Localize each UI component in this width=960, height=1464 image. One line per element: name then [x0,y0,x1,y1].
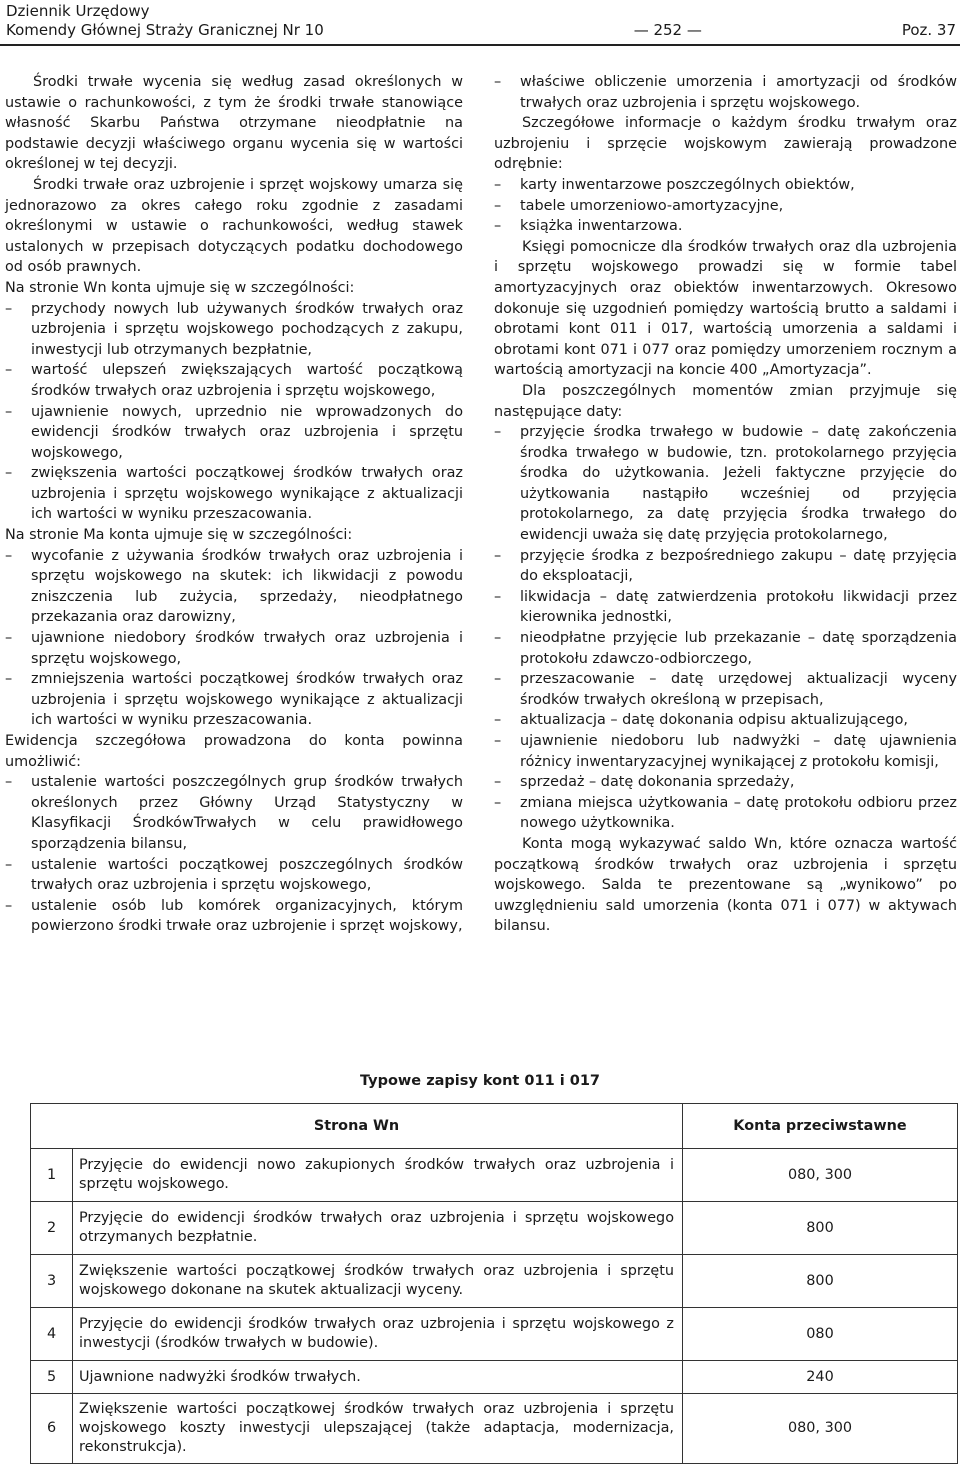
ewidencja-intro: Ewidencja szczegółowa prowadzona do konta powinna umożliwić: [5,733,463,770]
table-row [31,1149,958,1202]
ewidencja-list [5,772,463,937]
column-header-side: Strona Wn [31,1104,683,1149]
list-item: – zmiana miejsca użytkowania – datę protokołu odbioru przez nowego użytkownika. [494,793,957,834]
row-number: 6 [31,1394,73,1464]
row-description: Zwiększenie wartości początkowej środków trwałych oraz uzbrojenia i sprzętu wojskowego koszty inwestycji ulepszającej (także adaptacja, modernizacja, rekonstrukcja). [73,1394,683,1464]
journal-title: Dziennik Urzędowy [6,2,150,20]
ma-list [5,546,463,731]
table-row [31,1308,958,1361]
page-header [6,2,956,40]
table-row [31,1202,958,1255]
list-item: – przyjęcie środka z bezpośredniego zakupu – datę przyjęcia do eksploatacji, [494,546,957,587]
row-accounts: 080, 300 [683,1394,958,1464]
list-item: – przychody nowych lub używanych środków trwałych oraz uzbrojenia i sprzętu wojskowego pochodzących z zakupu, inwestycji lub otrzymanych bezpłatnie, [5,299,463,361]
paragraph-ksiegi: Księgi pomocnicze dla środków trwałych oraz dla uzbrojenia i sprzętu wojskowego prowadzi się w formie tabel amortyzacyjnych oraz obiektów inwentarzowych. Okresowo dokonuje się uzgodnień pomiędzy wartością brutto a saldami i obrotami kont 011 i 017, wartością umorzenia a saldami i obrotami kont 071 i 077 oraz pomiędzy umorzeniem rocznym a wartością amortyzacji na koncie 400 „Amortyzacja”. [494,238,957,379]
row-description: Ujawnione nadwyżki środków trwałych. [73,1361,683,1394]
paragraph-konta: Konta mogą wykazywać saldo Wn, które oznacza wartość początkową środków trwałych oraz uzbrojenia i sprzętu wojskowego. Salda te prezentowane są „wynikowo” po uwzględnieniu sald umorzenia (konta 071 i 077) w aktywach bilansu. [494,835,957,935]
ma-intro: Na stronie Ma konta ujmuje się w szczególności: [5,527,353,544]
right-column [494,72,957,937]
paragraph-valuation: Środki trwałe wycenia się według zasad określonych w ustawie o rachunkowości, z tym że środki trwałe stanowiące własność Skarbu Państwa otrzymane nieodpłatnie na podstawie decyzji właściwego organu wycenia się w wartości określonej w tej decyzji. [5,74,463,173]
row-accounts: 800 [683,1202,958,1255]
table-row [31,1361,958,1394]
list-item: – zwiększenia wartości początkowej środków trwałych oraz uzbrojenia i sprzętu wojskowego wynikające z aktualizacji ich wartości w wyniku przeszacowania. [5,463,463,525]
list-item: – właściwe obliczenie umorzenia i amortyzacji od środków trwałych oraz uzbrojenia i sprzętu wojskowego. [494,72,957,113]
dates-list [494,422,957,834]
list-item: – aktualizacja – datę dokonania odpisu aktualizującego, [494,710,957,731]
wn-list [5,299,463,526]
list-item: – zmniejszenia wartości początkowej środków trwałych oraz uzbrojenia i sprzętu wojskowego wynikające z aktualizacji ich wartości w wyniku przeszacowania. [5,669,463,731]
detail-list [494,175,957,237]
entries-table [30,1103,958,1464]
list-item: – ustalenie osób lub komórek organizacyjnych, którym powierzono środki trwałe oraz uzbrojenie i sprzęt wojskowy, [5,896,463,937]
dates-intro: Dla poszczególnych momentów zmian przyjmuje się następujące daty: [494,382,957,420]
row-accounts: 080, 300 [683,1149,958,1202]
table-row [31,1255,958,1308]
row-number: 5 [31,1361,73,1394]
row-description: Przyjęcie do ewidencji nowo zakupionych środków trwałych oraz uzbrojenia i sprzętu wojskowego. [73,1149,683,1202]
row-number: 1 [31,1149,73,1202]
row-description: Zwiększenie wartości początkowej środków trwałych oraz uzbrojenia i sprzętu wojskowego dokonane na skutek aktualizacji wyceny. [73,1255,683,1308]
list-item: – ustalenie wartości poszczególnych grup środków trwałych określonych przez Główny Urząd Statystyczny w Klasyfikacji ŚrodkówTrwałych w celu prawidłowego sporządzenia bilansu, [5,772,463,854]
table-row [31,1394,958,1464]
list-item: – wycofanie z używania środków trwałych oraz uzbrojenia i sprzętu wojskowego na skutek: ich likwidacji z powodu zniszczenia lub zużycia, sprzedaży, nieodpłatnego przekazania oraz darowizny, [5,546,463,628]
left-column [5,72,463,937]
list-item: – wartość ulepszeń zwiększających wartość początkową środków trwałych oraz uzbrojenia i sprzętu wojskowego, [5,360,463,401]
list-item: – przyjęcie środka trwałego w budowie – datę zakończenia środka trwałego w budowie, tzn. protokolarnego przyjęcia środka do użytkowania. Jeżeli faktyczne przyjęcie do użytkowania nastąpiło wcześniej od przyjęcia protokolarnego, za datę przyjęcia środka trwałego do ewidencji uważa się datę przyjęcia protokolarnego, [494,422,957,546]
row-description: Przyjęcie do ewidencji środków trwałych oraz uzbrojenia i sprzętu wojskowego z inwestycji (środków trwałych w budowie). [73,1308,683,1361]
position-number: Poz. 37 [901,21,956,39]
table-header-row [31,1104,958,1149]
row-accounts: 800 [683,1255,958,1308]
table-caption: Typowe zapisy kont 011 i 017 [359,1073,601,1089]
list-item: – tabele umorzeniowo-amortyzacyjne, [494,196,957,217]
row-number: 2 [31,1202,73,1255]
page-number: — 252 — [633,21,702,39]
row-description: Przyjęcie do ewidencji środków trwałych oraz uzbrojenia i sprzętu wojskowego otrzymanych bezpłatnie. [73,1202,683,1255]
list-item: – ujawnione niedobory środków trwałych oraz uzbrojenia i sprzętu wojskowego, [5,628,463,669]
list-item: – nieodpłatne przyjęcie lub przekazanie – datę sporządzenia protokołu zdawczo-odbiorczego, [494,628,957,669]
column-header-accounts: Konta przeciwstawne [683,1104,958,1149]
journal-subtitle: Komendy Głównej Straży Granicznej Nr 10 [6,21,324,39]
list-item: – przeszacowanie – datę urzędowej aktualizacji wyceny środków trwałych określoną w przepisach, [494,669,957,710]
list-item: – likwidacja – datę zatwierdzenia protokołu likwidacji przez kierownika jednostki, [494,587,957,628]
paragraph-depreciation: Środki trwałe oraz uzbrojenie i sprzęt wojskowy umarza się jednorazowo za okres całego roku zgodnie z zasadami określonymi w ustawie o rachunkowości, według stawek ustalonych w przepisach dotyczących podatku dochodowego od osób prawnych. [5,176,463,276]
wn-intro: Na stronie Wn konta ujmuje się w szczególności: [5,279,355,296]
list-item: – ujawnienie nowych, uprzednio nie wprowadzonych do ewidencji środków trwałych oraz uzbrojenia i sprzętu wojskowego, [5,402,463,464]
header-rule [0,44,960,46]
list-item: – ujawnienie niedoboru lub nadwyżki – datę ujawnienia różnicy inwentaryzacyjnej wynikającej z protokołu komisji, [494,731,957,772]
paragraph-detail: Szczegółowe informacje o każdym środku trwałym oraz uzbrojeniu i sprzęcie wojskowym zawierają prowadzone odrębnie: [494,115,957,173]
list-item: – książka inwentarzowa. [494,216,957,237]
list-item: – sprzedaż – datę dokonania sprzedaży, [494,772,957,793]
list-item: – karty inwentarzowe poszczególnych obiektów, [494,175,957,196]
row-number: 4 [31,1308,73,1361]
row-number: 3 [31,1255,73,1308]
continued-list [494,72,957,113]
row-accounts: 080 [683,1308,958,1361]
row-accounts: 240 [683,1361,958,1394]
header-row [6,21,956,40]
list-item: – ustalenie wartości początkowej poszczególnych środków trwałych oraz uzbrojenia i sprzętu wojskowego, [5,855,463,896]
